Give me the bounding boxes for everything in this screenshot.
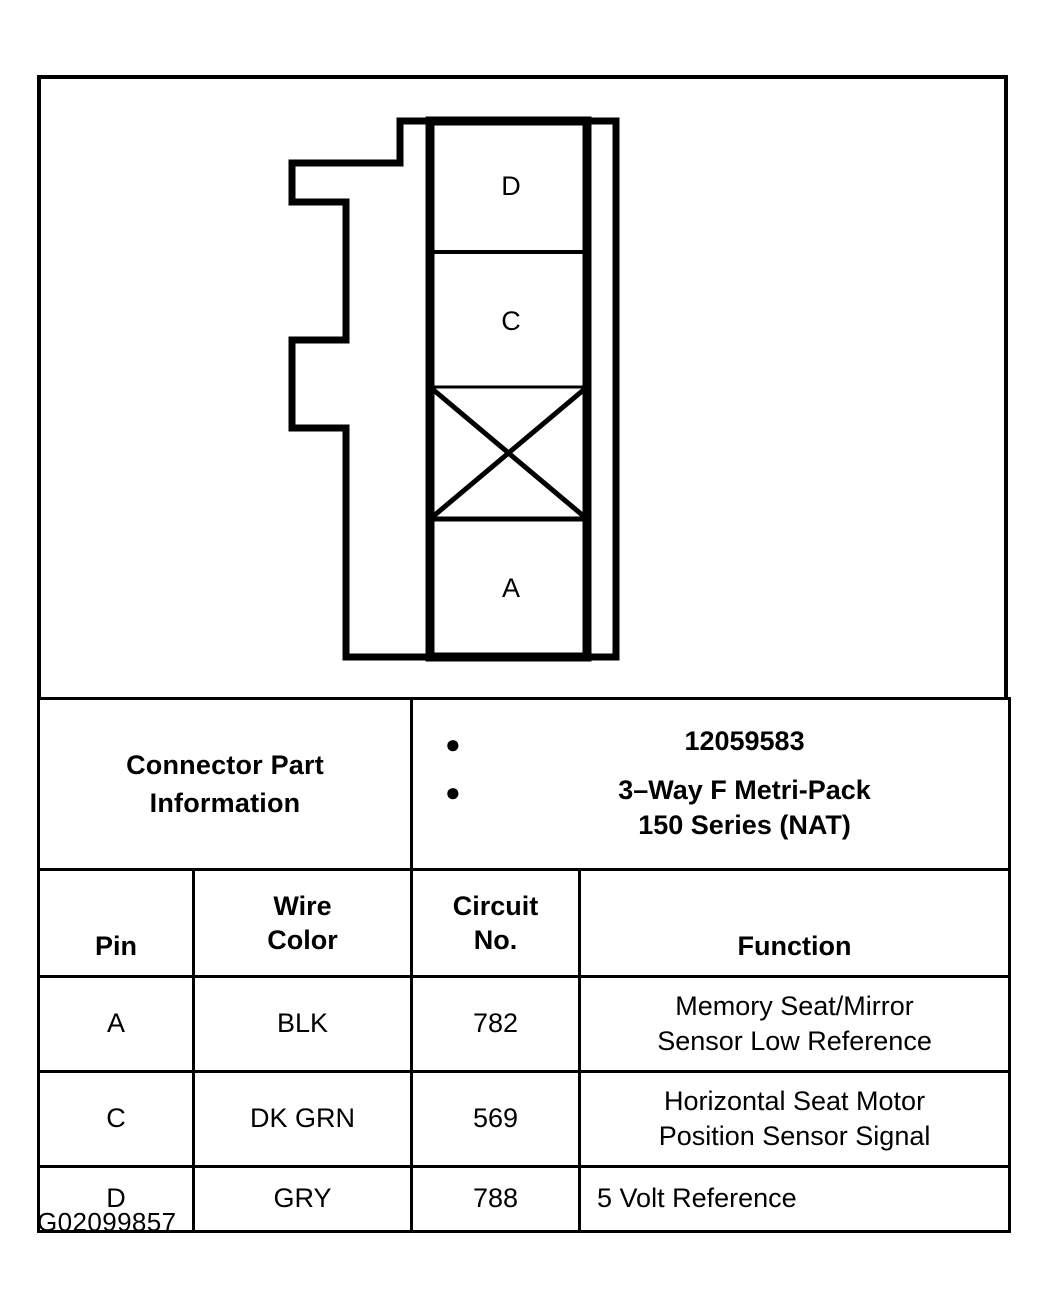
function-line-2: Position Sensor Signal (658, 1121, 931, 1151)
cell-function (580, 977, 1010, 1072)
column-header-pin: Pin (39, 870, 194, 977)
cell-wire-color: BLK (194, 977, 412, 1072)
cell-circuit-no: 782 (412, 977, 580, 1072)
part-info-label-line-2: Information (149, 788, 301, 818)
part-info-bullet-item (441, 724, 1008, 760)
table-row (39, 977, 1010, 1072)
part-number: 12059583 (684, 726, 805, 757)
cell-wire-color: GRY (194, 1167, 412, 1232)
wire-color-header-line-2: Color (267, 925, 338, 955)
cell-circuit-no: 788 (412, 1167, 580, 1232)
part-info-bullet-item (441, 773, 1008, 844)
connector-information-table (37, 697, 1011, 1233)
part-information-row (39, 699, 1010, 870)
cell-pin: C (39, 1072, 194, 1167)
circuit-no-header-line-2: No. (473, 925, 518, 955)
column-header-wire-color (194, 870, 412, 977)
connector-drawing (41, 79, 1004, 697)
bullet-icon: ● (445, 728, 461, 759)
column-header-circuit-no (412, 870, 580, 977)
cell-function (580, 1072, 1010, 1167)
figure-border (37, 75, 1008, 1214)
table-row (39, 1072, 1010, 1167)
part-information-values (412, 699, 1010, 870)
table-header-row (39, 870, 1010, 977)
part-description-line-2: 150 Series (NAT) (638, 810, 851, 841)
part-description-line-1: 3–Way F Metri-Pack (618, 774, 871, 805)
table-row (39, 1167, 1010, 1232)
part-info-bullet-list (441, 724, 1008, 844)
circuit-no-header-line-1: Circuit (452, 890, 539, 921)
cell-function: 5 Volt Reference (580, 1167, 1010, 1232)
cell-wire-color: DK GRN (194, 1072, 412, 1167)
cavity-label-c: C (501, 306, 521, 336)
cell-pin: D (39, 1167, 194, 1232)
part-info-label-line-1: Connector Part (126, 749, 324, 780)
column-header-function: Function (580, 870, 1010, 977)
part-information-label (39, 699, 412, 870)
bullet-icon: ● (445, 777, 461, 808)
cavity-label-a: A (501, 573, 521, 603)
function-line-1: Horizontal Seat Motor (663, 1085, 926, 1116)
cell-circuit-no: 569 (412, 1072, 580, 1167)
function-line-1: Memory Seat/Mirror (675, 990, 914, 1021)
cavity-label-d: D (501, 171, 521, 201)
function-line-2: Sensor Low Reference (657, 1026, 932, 1056)
cell-pin: A (39, 977, 194, 1072)
wire-color-header-line-1: Wire (273, 890, 332, 921)
figure-caption: G02099857 (37, 1207, 177, 1237)
